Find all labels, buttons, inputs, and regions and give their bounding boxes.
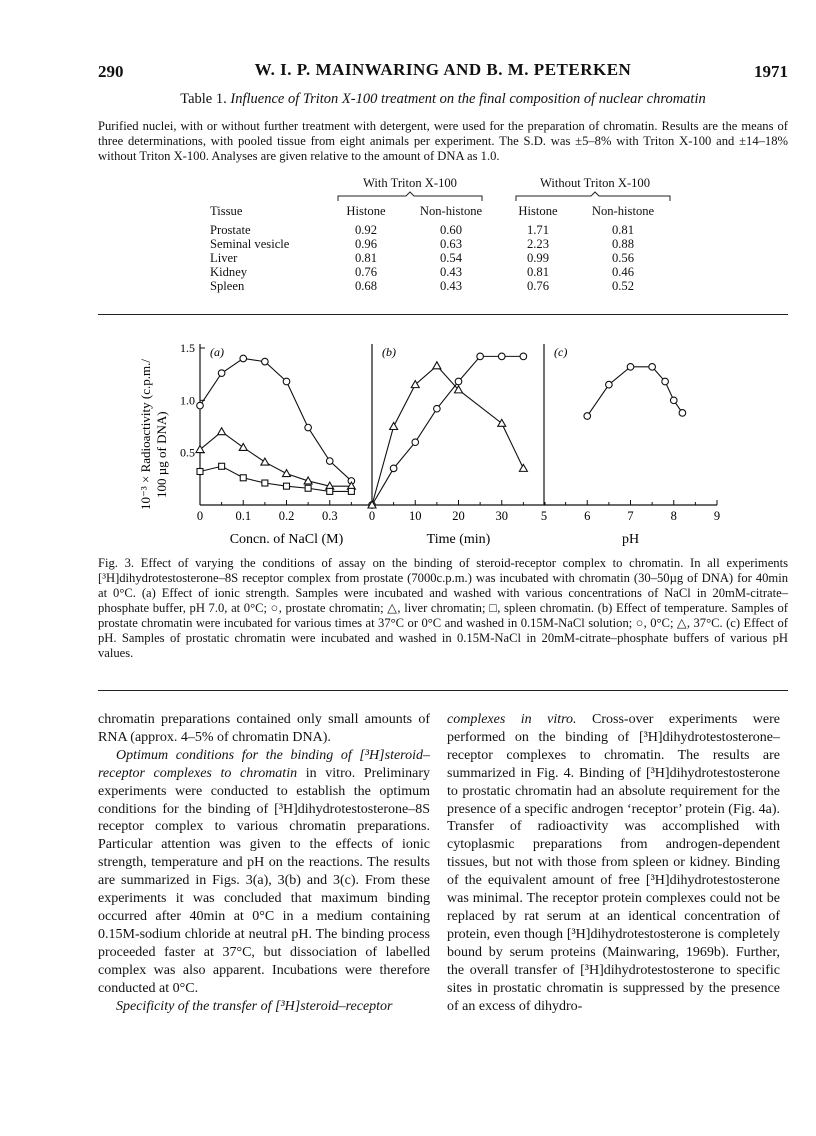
table-cell: 0.88	[611, 237, 635, 251]
data-point-triangle	[261, 458, 269, 465]
table-caption: Purified nuclei, with or without further treatment with detergent, were used for the preparation of chromatin. Results are the means of three determinations, with pooled tissue from eight animals per experiment. The S.D. was ±5–8% with Triton X-100 and ±14–18% without Triton X-100. Analyses are given relative to the amount of DNA as 1.0.	[98, 119, 788, 163]
x-tick-label: 0	[196, 509, 204, 523]
col-header-histone-without: Histone	[518, 204, 558, 218]
panel-label: (c)	[554, 345, 568, 359]
figure-3	[98, 330, 788, 552]
table-cell: 0.52	[611, 279, 635, 293]
table-cell: 0.81	[526, 265, 550, 279]
table-rule	[98, 314, 788, 315]
data-point-circle	[305, 424, 312, 431]
data-point-circle	[262, 358, 269, 365]
x-tick-label: 0	[368, 509, 376, 523]
data-point-circle	[326, 458, 333, 465]
section-heading: Specificity of the transfer of [³H]steroid–receptor	[116, 998, 393, 1014]
data-point-circle	[670, 397, 677, 404]
paragraph	[98, 747, 430, 998]
section-heading: Optimum conditions for the binding of [³H]steroid–receptor complexes to chromatin	[98, 747, 430, 781]
data-point-circle	[477, 353, 484, 360]
data-point-square	[219, 463, 225, 469]
x-tick-label: 30	[495, 509, 508, 523]
chart-panel-b	[368, 344, 548, 547]
left-column	[98, 711, 430, 1015]
data-point-triangle	[218, 428, 226, 435]
table-cell: 0.81	[354, 251, 378, 265]
table-cell: 0.81	[611, 223, 635, 237]
panel-label: (b)	[382, 345, 396, 359]
year: 1971	[754, 62, 788, 81]
data-point-circle	[240, 355, 247, 362]
data-point-triangle	[519, 464, 527, 471]
data-point-square	[327, 488, 333, 494]
x-tick-label: 6	[584, 509, 591, 523]
data-point-square	[197, 469, 203, 475]
data-point-circle	[606, 381, 613, 388]
data-point-circle	[649, 364, 656, 371]
data-point-circle	[283, 378, 290, 385]
y-tick-label: 0.5	[180, 445, 195, 460]
table-cell: Liver	[210, 251, 238, 265]
table-cell: 0.76	[526, 279, 550, 293]
series-circle	[584, 364, 686, 420]
table-cell: 2.23	[526, 237, 550, 251]
data-point-square	[262, 480, 268, 486]
paragraph-body: Preliminary experiments were conducted to establish the optimum conditions for the binding of [³H]dihydrotestosterone–8S receptor complex to various chromatin preparations. Particular attention was given to the effects of ionic strength, temperature and pH on the reactions. The results are summarized in Figs. 3(a), 3(b) and 3(c). From these experiments it was concluded that maximum binding occurred after 40min at 0°C in a medium containing 0.15M-sodium chloride at neutral pH. The binding process proceeded faster at 37°C, but dissociation of labelled complex was also apparent. Incubations were therefore conducted at 0°C.	[98, 765, 430, 996]
data-point-triangle	[433, 362, 441, 369]
table-cell: Kidney	[210, 265, 248, 279]
data-point-triangle	[390, 423, 398, 430]
x-tick-label: 0.2	[278, 509, 295, 523]
col-header-nonhistone-with: Non-histone	[419, 204, 483, 218]
series-line	[587, 367, 682, 416]
data-point-square	[348, 488, 354, 494]
data-point-triangle	[283, 470, 291, 477]
x-tick-label: 0.1	[235, 509, 252, 523]
col-header-nonhistone-without: Non-histone	[591, 204, 655, 218]
x-axis-label: Concn. of NaCl (M)	[229, 532, 344, 547]
heading-suffix: in vitro.	[305, 765, 356, 781]
section-heading-continued: complexes in vitro.	[447, 712, 577, 727]
series-line	[372, 366, 523, 505]
x-axis-label: Time (min)	[426, 532, 491, 547]
table-cell: 0.43	[439, 265, 463, 279]
x-tick-label: 5	[540, 509, 548, 523]
group-header-with-triton: With Triton X-100	[363, 176, 457, 190]
x-tick-label: 7	[627, 509, 634, 523]
data-point-circle	[584, 413, 591, 420]
x-tick-label: 0.3	[321, 509, 338, 523]
data-point-triangle	[239, 443, 247, 450]
table-cell: 0.76	[354, 265, 378, 279]
table-cell: 0.54	[439, 251, 463, 265]
x-tick-label: 10	[409, 509, 422, 523]
paragraph	[98, 998, 430, 1016]
data-point-circle	[679, 410, 686, 417]
group-header-without-triton: Without Triton X-100	[539, 176, 651, 190]
data-point-circle	[434, 405, 441, 412]
data-point-circle	[412, 439, 419, 446]
data-point-circle	[498, 353, 505, 360]
x-tick-label: 9	[713, 509, 721, 523]
paragraph-body: Cross-over experiments were performed on the binding of [³H]dihydrotestosterone–receptor complexes to chromatin. The results are summarized in Fig. 4. Binding of [³H]dihydrotestosterone to prostatic chromatin had an absolute requirement for the presence of a specific androgen ‘receptor’ protein (Fig. 4a). Transfer of radioactivity was accomplished with cytoplasmic preparations from androgen-dependent tissues, but not with those from spleen or kidney. Binding of the equivalent amount of free [³H]dihydrotestosterone was minimal. The receptor protein complexes could not be replaced by rat serum at an identical concentration of protein, even though [³H]dihydrotestosterone is completely bound by serum proteins (Mainwaring, 1969b). Further, the overall transfer of [³H]dihydrotestosterone to specific sites in prostatic chromatin is suppressed by the presence of an excess of dihydro-	[447, 712, 780, 1014]
table-cell: 0.43	[439, 279, 463, 293]
data-point-square	[240, 475, 246, 481]
x-tick-label: 8	[670, 509, 677, 523]
data-point-circle	[520, 353, 527, 360]
y-axis-label-line1: 10⁻³ × Radioactivity (c.p.m./	[138, 359, 153, 510]
col-header-tissue: Tissue	[210, 204, 243, 218]
table-cell: 0.63	[439, 237, 463, 251]
series-triangle	[368, 362, 527, 508]
page-number: 290	[98, 62, 124, 81]
table-cell: 0.68	[354, 279, 378, 293]
table-title	[98, 91, 788, 108]
group-braces	[210, 190, 680, 204]
col-header-histone-with: Histone	[346, 204, 386, 218]
table-title-text: Influence of Triton X-100 treatment on the final composition of nuclear chromatin	[230, 91, 706, 107]
table-cell: 0.99	[526, 251, 550, 265]
data-point-circle	[627, 364, 634, 371]
paragraph: chromatin preparations contained only small amounts of RNA (approx. 4–5% of chromatin DNA).	[98, 712, 430, 745]
running-header	[98, 58, 788, 84]
data-point-circle	[662, 378, 669, 385]
figure-rule	[98, 690, 788, 691]
y-axis-label-line2: 100 µg of DNA)	[154, 411, 169, 498]
authors: W. I. P. MAINWARING AND B. M. PETERKEN	[254, 60, 632, 79]
data-point-triangle	[498, 419, 506, 426]
table-cell: 0.46	[611, 265, 635, 279]
x-tick-label: 20	[452, 509, 465, 523]
table-cell: 0.60	[439, 223, 463, 237]
data-point-circle	[218, 370, 225, 377]
figure-caption: Fig. 3. Effect of varying the conditions of assay on the binding of steroid-receptor complex to chromatin. In all experiments [³H]dihydrotestosterone–8S receptor complex from prostate (7000c.p.m.) was incubated with chromatin (30–50µg of DNA) for 40min at 0°C. (a) Effect of ionic strength. Samples were incubated and washed with various concentrations of NaCl in 20mM-citrate–phosphate buffer, pH 7.0, at 0°C; ○, prostate chromatin; △, liver chromatin; □, spleen chromatin. (b) Effect of temperature. Samples of prostate chromatin were incubated for various times at 37°C or 0°C and washed in 0.15M-NaCl solution; ○, 0°C; △, 37°C. (c) Effect of pH. Samples of prostatic chromatin were incubated and washed in 0.15M-NaCl in 20mM-citrate–phosphate buffers of various pH values.	[98, 556, 788, 660]
chart-panel-c	[541, 344, 720, 547]
data-point-square	[305, 485, 311, 491]
x-axis-label: pH	[621, 532, 640, 547]
data-point-circle	[197, 402, 204, 409]
table-cell: 0.56	[611, 251, 635, 265]
right-column	[447, 711, 780, 1015]
data-point-circle	[455, 378, 462, 385]
table-cell: Spleen	[210, 279, 245, 293]
panel-label: (a)	[210, 345, 224, 359]
table-title-prefix: Table 1.	[180, 91, 227, 107]
table-cell: 0.92	[354, 223, 378, 237]
chart-panel-a	[180, 341, 376, 547]
table-cell: Seminal vesicle	[210, 237, 290, 251]
y-tick-label: 1.5	[180, 341, 195, 355]
data-point-circle	[390, 465, 397, 472]
table-cell: 0.96	[354, 237, 378, 251]
paragraph	[447, 711, 780, 1015]
y-tick-label: 1.0	[180, 393, 195, 408]
table-cell: Prostate	[210, 223, 251, 237]
series-line	[372, 356, 523, 505]
data-point-square	[284, 483, 290, 489]
table-cell: 1.71	[526, 223, 550, 237]
